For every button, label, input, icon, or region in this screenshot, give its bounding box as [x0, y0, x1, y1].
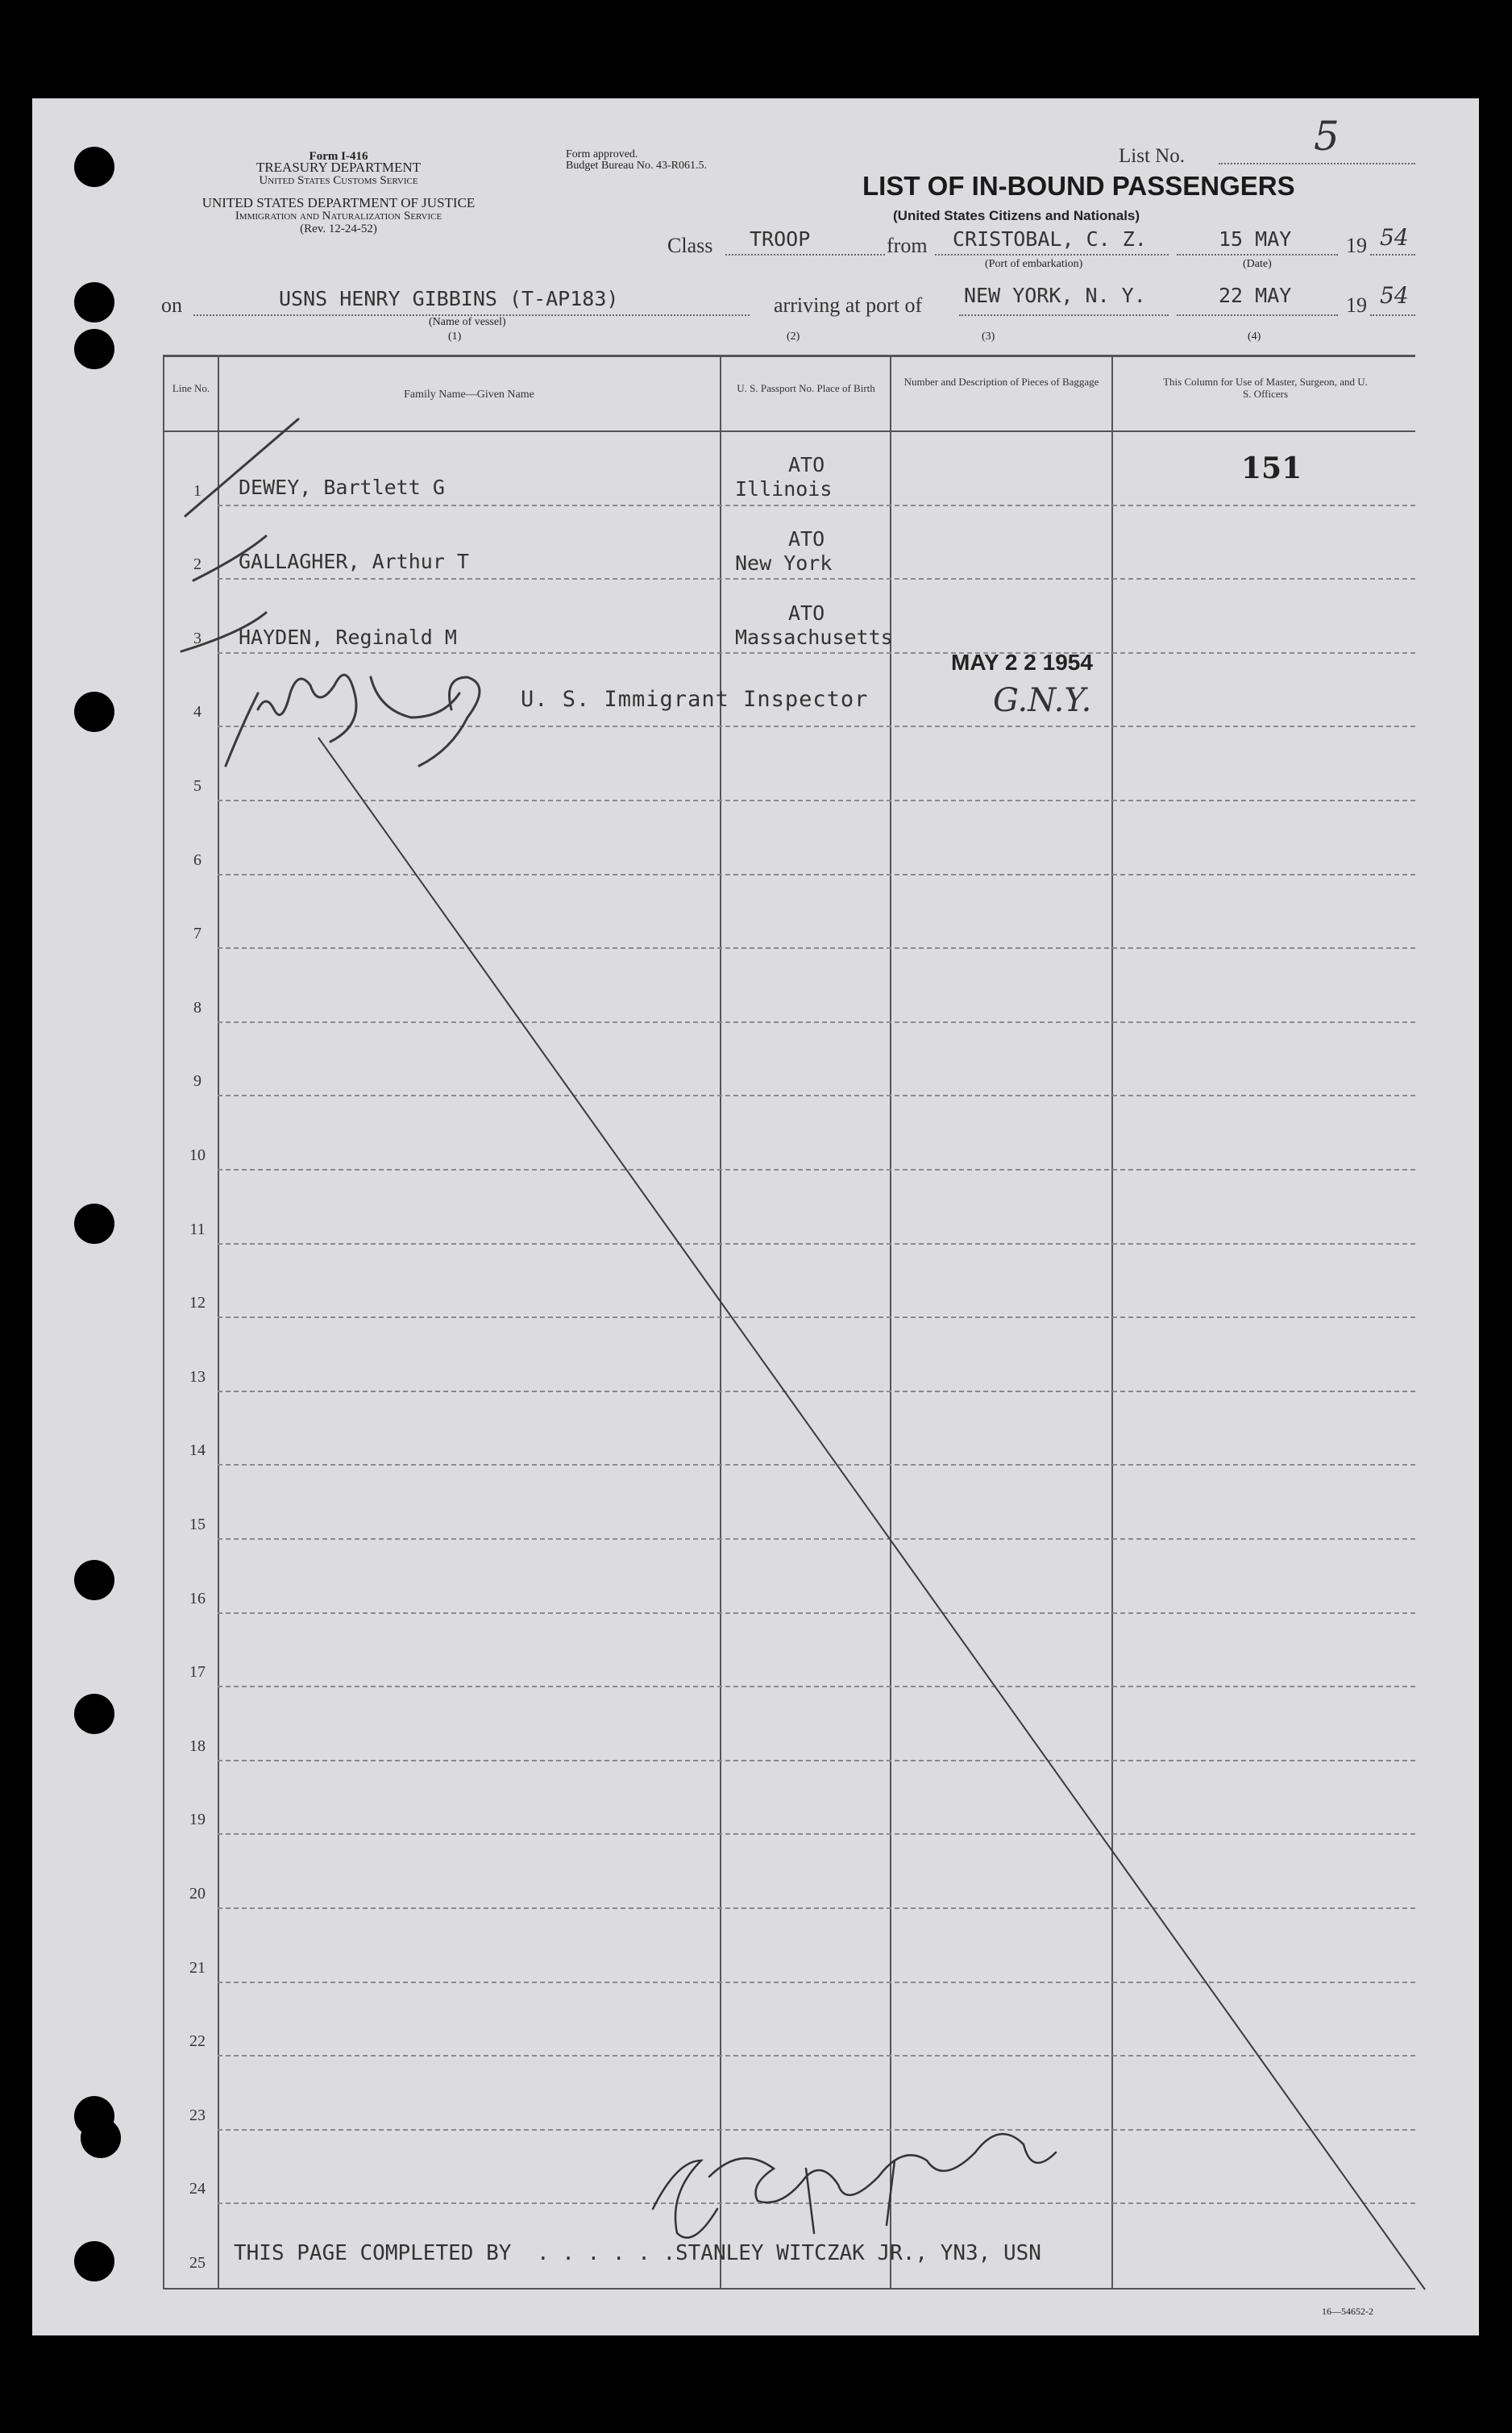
arriving-label: arriving at port of	[774, 293, 923, 317]
inspector-label: U. S. Immigrant Inspector	[521, 687, 869, 712]
line-number: 20	[189, 1885, 206, 1903]
line-number: 6	[193, 851, 201, 869]
year-prefix-2: 19	[1346, 293, 1367, 317]
place-of-birth: Illinois	[735, 477, 833, 501]
line-number: 9	[193, 1072, 201, 1091]
line-number: 2	[193, 555, 201, 574]
line-number: 15	[189, 1516, 206, 1533]
passenger-name: HAYDEN, Reginald M	[239, 626, 457, 649]
passport-no: ATO	[788, 453, 825, 476]
line-number: 24	[189, 2180, 206, 2198]
line-number: 23	[189, 2106, 206, 2124]
form-approved: Form approved.	[566, 148, 638, 160]
passport-no: ATO	[788, 601, 825, 625]
line-number: 16	[189, 1589, 206, 1607]
budget-bureau: Budget Bureau No. 43-R061.5.	[566, 160, 707, 172]
vessel-name: USNS HENRY GIBBINS (T-AP183)	[279, 287, 619, 310]
arrival-port: NEW YORK, N. Y.	[964, 284, 1146, 307]
line-number: 5	[193, 777, 201, 795]
vessel-caption: (Name of vessel)	[429, 316, 506, 328]
from-label: from	[887, 234, 928, 257]
line-number: 4	[193, 703, 201, 722]
on-label: on	[161, 293, 182, 317]
line-number: 25	[189, 2254, 206, 2272]
line-number: 12	[189, 1294, 206, 1312]
list-no-value: 5	[1314, 113, 1340, 160]
strike-through-line	[318, 738, 1425, 2290]
header-baggage: Number and Description of Pieces of Baggage	[903, 376, 1099, 388]
revision: (Rev. 12-24-52)	[300, 223, 377, 235]
header-name: Family Name—Given Name	[404, 389, 534, 401]
line-number: 3	[193, 629, 201, 647]
completed-by-label: THIS PAGE COMPLETED BY	[234, 2241, 512, 2265]
list-no-label: List No.	[1119, 145, 1185, 167]
line-number: 14	[189, 1441, 206, 1460]
page-title: LIST OF IN-BOUND PASSENGERS	[862, 171, 1295, 201]
year-1: 54	[1380, 224, 1409, 251]
passenger-name: DEWEY, Bartlett G	[239, 476, 445, 499]
line-number: 7	[193, 925, 201, 943]
officer-count: 151	[1241, 451, 1302, 485]
passport-no: ATO	[788, 527, 825, 551]
class-value: TROOP	[750, 227, 811, 251]
line-number: 19	[189, 1811, 206, 1829]
line-number: 18	[189, 1736, 206, 1755]
page-subtitle: (United States Citizens and Nationals)	[893, 208, 1140, 223]
completed-by-dots: . . . . . .	[537, 2241, 676, 2265]
header-line-no: Line No.	[172, 382, 210, 394]
port-embark-caption: (Port of embarkation)	[985, 258, 1083, 270]
department-of-justice: UNITED STATES DEPARTMENT OF JUSTICE	[201, 195, 476, 210]
completed-by-name: STANLEY WITCZAK JR., YN3, USN	[675, 2241, 1041, 2265]
port-of-embarkation: CRISTOBAL, C. Z.	[953, 227, 1147, 251]
passenger-name: GALLAGHER, Arthur T	[239, 550, 469, 573]
customs-service: United States Customs Service	[259, 174, 418, 187]
place-of-birth: New York	[735, 551, 833, 575]
header-passport: U. S. Passport No. Place of Birth	[737, 382, 875, 394]
col-num-4: (4)	[1248, 331, 1261, 343]
year-prefix-1: 19	[1346, 234, 1367, 257]
line-number: 22	[189, 2032, 206, 2051]
inspection-date-stamp: MAY 2 2 1954	[951, 650, 1093, 675]
embarkation-date: 15 MAY	[1219, 227, 1292, 251]
line-number: 1	[193, 481, 201, 500]
signature	[653, 2134, 1056, 2238]
ins-service: Immigration and Naturalization Service	[235, 210, 442, 223]
arrival-date: 22 MAY	[1219, 284, 1292, 307]
line-number: 21	[189, 1958, 206, 1977]
col-num-3: (3)	[982, 331, 995, 343]
year-2: 54	[1380, 282, 1409, 309]
stamp-initials: G.N.Y.	[993, 682, 1092, 719]
col-num-1: (1)	[448, 331, 462, 343]
col-num-2: (2)	[787, 331, 800, 343]
line-number: 8	[193, 998, 201, 1017]
place-of-birth: Massachusetts	[735, 626, 893, 649]
class-label: Class	[667, 234, 713, 257]
line-number: 13	[189, 1367, 206, 1386]
line-number: 17	[189, 1663, 206, 1682]
footer-code: 16—54652-2	[1322, 2306, 1373, 2317]
treasury-department: TREASURY DEPARTMENT	[255, 160, 422, 175]
line-number: 10	[189, 1146, 206, 1164]
header-officers: This Column for Use of Master, Surgeon, and U. S. Officers	[1163, 376, 1368, 400]
form-number: Form I-416	[309, 150, 368, 163]
date-caption: (Date)	[1243, 258, 1272, 270]
line-number: 11	[189, 1220, 206, 1238]
